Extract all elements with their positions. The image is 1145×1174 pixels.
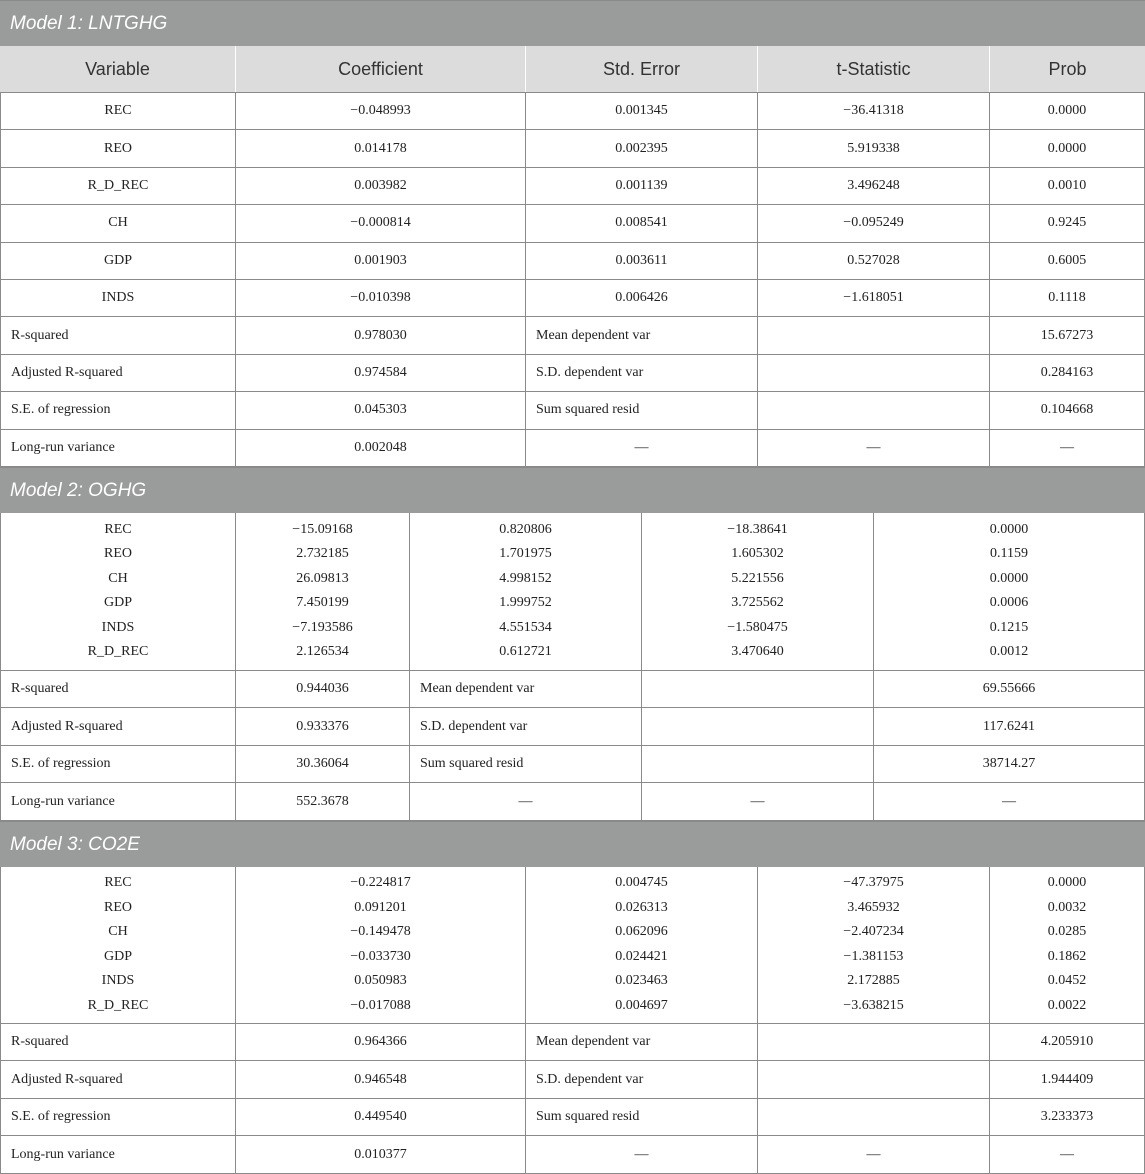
coefficient-cell: −0.017088 xyxy=(350,997,411,1013)
stat-dash: — xyxy=(990,1136,1145,1173)
model3-title: Model 3: CO2E xyxy=(0,821,1145,867)
stat-value: 0.974584 xyxy=(236,355,526,391)
stat-row xyxy=(0,355,1145,392)
stat-dash: — xyxy=(642,783,874,820)
std-error-cell: 0.004697 xyxy=(615,997,668,1013)
stat-value: 0.045303 xyxy=(236,392,526,428)
stat-row xyxy=(0,392,1145,429)
coefficient-column xyxy=(236,513,410,670)
t-statistic-cell: 5.919338 xyxy=(758,130,990,166)
t-statistic-cell: −1.618051 xyxy=(758,280,990,316)
t-statistic-cell: 0.527028 xyxy=(758,243,990,279)
stat-value: 0.933376 xyxy=(236,708,410,745)
stat-label: Long-run variance xyxy=(0,430,236,466)
stat-label: Long-run variance xyxy=(0,783,236,820)
stat-empty xyxy=(758,1061,990,1098)
t-statistic-cell: 1.605302 xyxy=(731,546,784,562)
stat-label: S.D. dependent var xyxy=(526,355,758,391)
stat-row xyxy=(0,430,1145,467)
coefficient-cell: 26.09813 xyxy=(296,570,349,586)
variable-cell: GDP xyxy=(103,595,132,611)
stat-dash: — xyxy=(758,1136,990,1173)
stat-dash: — xyxy=(758,430,990,466)
prob-cell: 0.0000 xyxy=(1047,875,1087,891)
prob-cell: 0.1118 xyxy=(990,280,1145,316)
variable-cell: INDS xyxy=(0,280,236,316)
coefficient-cell: 0.014178 xyxy=(236,130,526,166)
t-statistic-cell: −2.407234 xyxy=(843,924,904,940)
stat-empty xyxy=(758,392,990,428)
std-error-column xyxy=(526,867,758,1023)
stat-value: 552.3678 xyxy=(236,783,410,820)
variable-cell: R_D_REC xyxy=(87,644,149,660)
stat-row xyxy=(0,746,1145,784)
std-error-cell: 0.024421 xyxy=(615,948,668,964)
std-error-cell: 0.612721 xyxy=(499,644,552,660)
std-error-cell: 0.008541 xyxy=(526,205,758,241)
stat-label: R-squared xyxy=(0,317,236,353)
t-statistic-column xyxy=(642,513,874,670)
coefficient-cell: 2.732185 xyxy=(296,546,349,562)
prob-cell: 0.0032 xyxy=(1047,899,1087,915)
prob-cell: 0.1159 xyxy=(990,546,1028,562)
stat-row xyxy=(0,1061,1145,1099)
coefficient-cell: −7.193586 xyxy=(292,619,353,635)
stat-value: 0.284163 xyxy=(990,355,1145,391)
t-statistic-cell: 3.725562 xyxy=(731,595,784,611)
t-statistic-cell: −1.580475 xyxy=(727,619,788,635)
std-error-cell: 0.023463 xyxy=(615,973,668,989)
t-statistic-cell: 3.470640 xyxy=(731,644,784,660)
stat-empty xyxy=(642,746,874,783)
stat-dash: — xyxy=(526,430,758,466)
coefficient-cell: −0.048993 xyxy=(236,93,526,129)
table-row xyxy=(0,93,1145,130)
std-error-cell: 0.820806 xyxy=(499,521,552,537)
std-error-cell: 0.026313 xyxy=(615,899,668,915)
stat-row xyxy=(0,783,1145,821)
table-row xyxy=(0,205,1145,242)
prob-column xyxy=(990,867,1145,1023)
prob-cell: 0.1215 xyxy=(989,619,1029,635)
stat-label: Mean dependent var xyxy=(526,1024,758,1061)
header-prob: Prob xyxy=(1048,58,1087,79)
stat-dash: — xyxy=(990,430,1145,466)
prob-cell: 0.0022 xyxy=(1047,997,1087,1013)
variable-column xyxy=(0,867,236,1023)
variable-cell: GDP xyxy=(0,243,236,279)
stat-value: 0.944036 xyxy=(236,671,410,708)
variable-cell: R_D_REC xyxy=(0,168,236,204)
t-statistic-cell: −47.37975 xyxy=(843,875,904,891)
variable-cell: INDS xyxy=(101,619,135,635)
coefficient-cell: −0.010398 xyxy=(236,280,526,316)
stat-row xyxy=(0,708,1145,746)
variable-cell: REC xyxy=(104,521,132,537)
coefficient-column xyxy=(236,867,526,1023)
stat-label: Adjusted R-squared xyxy=(0,1061,236,1098)
stat-label: Long-run variance xyxy=(0,1136,236,1173)
stat-value: 0.449540 xyxy=(236,1099,526,1136)
coefficient-cell: 2.126534 xyxy=(296,644,349,660)
stat-empty xyxy=(642,708,874,745)
model2-coefficients-block xyxy=(0,513,1145,671)
coefficient-cell: 7.450199 xyxy=(296,595,349,611)
stat-label: Adjusted R-squared xyxy=(0,355,236,391)
stat-label: R-squared xyxy=(0,1024,236,1061)
std-error-cell: 4.551534 xyxy=(499,619,552,635)
t-statistic-cell: 5.221556 xyxy=(731,570,784,586)
std-error-cell: 0.001345 xyxy=(526,93,758,129)
prob-cell: 0.0000 xyxy=(990,130,1145,166)
t-statistic-cell: 2.172885 xyxy=(847,973,900,989)
t-statistic-cell: 3.496248 xyxy=(758,168,990,204)
t-statistic-cell: −1.381153 xyxy=(843,948,904,964)
prob-cell: 0.0010 xyxy=(990,168,1145,204)
stat-label: Mean dependent var xyxy=(526,317,758,353)
header-t-statistic: t-Statistic xyxy=(758,46,990,92)
stat-label: S.D. dependent var xyxy=(410,708,642,745)
stat-row xyxy=(0,671,1145,709)
coefficient-cell: 0.091201 xyxy=(354,899,407,915)
variable-cell: CH xyxy=(108,570,128,586)
variable-cell: REC xyxy=(0,93,236,129)
model3-coefficients-block xyxy=(0,867,1145,1024)
table-row xyxy=(0,130,1145,167)
stat-label: S.E. of regression xyxy=(0,1099,236,1136)
coefficient-cell: 0.001903 xyxy=(236,243,526,279)
std-error-cell: 0.003611 xyxy=(526,243,758,279)
variable-cell: REO xyxy=(104,899,132,915)
stat-value: 0.104668 xyxy=(990,392,1145,428)
variable-cell: INDS xyxy=(101,973,135,989)
header-std-error: Std. Error xyxy=(526,46,758,92)
t-statistic-cell: −18.38641 xyxy=(727,521,788,537)
stat-value: 0.978030 xyxy=(236,317,526,353)
std-error-column xyxy=(410,513,642,670)
header-coefficient: Coefficient xyxy=(236,46,526,92)
stat-value: 30.36064 xyxy=(236,746,410,783)
variable-cell: GDP xyxy=(103,948,132,964)
coefficient-cell: −0.224817 xyxy=(350,875,411,891)
stat-row xyxy=(0,1024,1145,1062)
stat-label: S.D. dependent var xyxy=(526,1061,758,1098)
std-error-cell: 0.002395 xyxy=(526,130,758,166)
stat-value: 1.944409 xyxy=(990,1061,1145,1098)
variable-cell: REC xyxy=(104,875,132,891)
stat-value: 69.55666 xyxy=(874,671,1145,708)
std-error-cell: 1.701975 xyxy=(499,546,552,562)
prob-column xyxy=(874,513,1145,670)
t-statistic-column xyxy=(758,867,990,1023)
std-error-cell: 0.004745 xyxy=(615,875,668,891)
table-row xyxy=(0,168,1145,205)
table-row xyxy=(0,243,1145,280)
prob-cell: 0.0285 xyxy=(1047,924,1087,940)
table-row xyxy=(0,280,1145,317)
stat-value: 38714.27 xyxy=(874,746,1145,783)
stat-dash: — xyxy=(874,783,1145,820)
t-statistic-cell: 3.465932 xyxy=(847,899,900,915)
coefficient-cell: −0.033730 xyxy=(350,948,411,964)
variable-cell: REO xyxy=(0,130,236,166)
stat-label: Adjusted R-squared xyxy=(0,708,236,745)
stat-value: 15.67273 xyxy=(990,317,1145,353)
coefficient-cell: 0.003982 xyxy=(236,168,526,204)
std-error-cell: 0.006426 xyxy=(526,280,758,316)
stat-dash: — xyxy=(410,783,642,820)
column-header-row xyxy=(0,46,1145,93)
variable-cell: CH xyxy=(0,205,236,241)
stat-value: 0.010377 xyxy=(236,1136,526,1173)
prob-cell: 0.0000 xyxy=(990,93,1145,129)
prob-cell: 0.0000 xyxy=(989,521,1029,537)
stat-value: 0.002048 xyxy=(236,430,526,466)
model1-body xyxy=(0,93,1145,467)
variable-cell: CH xyxy=(108,924,128,940)
stat-label: Sum squared resid xyxy=(410,746,642,783)
std-error-cell: 4.998152 xyxy=(499,570,552,586)
stat-value: 3.233373 xyxy=(990,1099,1145,1136)
stat-label: Sum squared resid xyxy=(526,1099,758,1136)
stat-dash: — xyxy=(526,1136,758,1173)
stat-empty xyxy=(758,355,990,391)
stat-row xyxy=(0,317,1145,354)
stat-empty xyxy=(758,1099,990,1136)
variable-cell: R_D_REC xyxy=(87,997,149,1013)
t-statistic-cell: −0.095249 xyxy=(758,205,990,241)
prob-cell: 0.9245 xyxy=(990,205,1145,241)
stat-row xyxy=(0,1099,1145,1137)
stat-label: S.E. of regression xyxy=(0,392,236,428)
header-variable: Variable xyxy=(0,46,236,92)
std-error-cell: 1.999752 xyxy=(499,595,552,611)
prob-cell: 0.6005 xyxy=(990,243,1145,279)
variable-column xyxy=(0,513,236,670)
std-error-cell: 0.062096 xyxy=(615,924,668,940)
stat-empty xyxy=(642,671,874,708)
stat-label: Mean dependent var xyxy=(410,671,642,708)
stat-label: S.E. of regression xyxy=(0,746,236,783)
t-statistic-cell: −36.41318 xyxy=(758,93,990,129)
coefficient-cell: −15.09168 xyxy=(292,521,353,537)
model2-title: Model 2: OGHG xyxy=(0,467,1145,513)
stat-empty xyxy=(758,1024,990,1061)
prob-cell: 0.0452 xyxy=(1047,973,1087,989)
stat-label: Sum squared resid xyxy=(526,392,758,428)
variable-cell: REO xyxy=(104,546,132,562)
stat-empty xyxy=(758,317,990,353)
prob-cell: 0.0000 xyxy=(989,570,1029,586)
coefficient-cell: −0.000814 xyxy=(236,205,526,241)
stat-value: 0.964366 xyxy=(236,1024,526,1061)
prob-cell: 0.0006 xyxy=(989,595,1029,611)
model1-title: Model 1: LNTGHG xyxy=(0,0,1145,46)
t-statistic-cell: −3.638215 xyxy=(843,997,904,1013)
stat-row xyxy=(0,1136,1145,1174)
std-error-cell: 0.001139 xyxy=(526,168,758,204)
stat-value: 0.946548 xyxy=(236,1061,526,1098)
prob-cell: 0.1862 xyxy=(1047,948,1087,964)
stat-value: 117.6241 xyxy=(874,708,1145,745)
coefficient-cell: 0.050983 xyxy=(354,973,407,989)
stat-label: R-squared xyxy=(0,671,236,708)
stat-value: 4.205910 xyxy=(990,1024,1145,1061)
coefficient-cell: −0.149478 xyxy=(350,924,411,940)
prob-cell: 0.0012 xyxy=(989,644,1029,660)
